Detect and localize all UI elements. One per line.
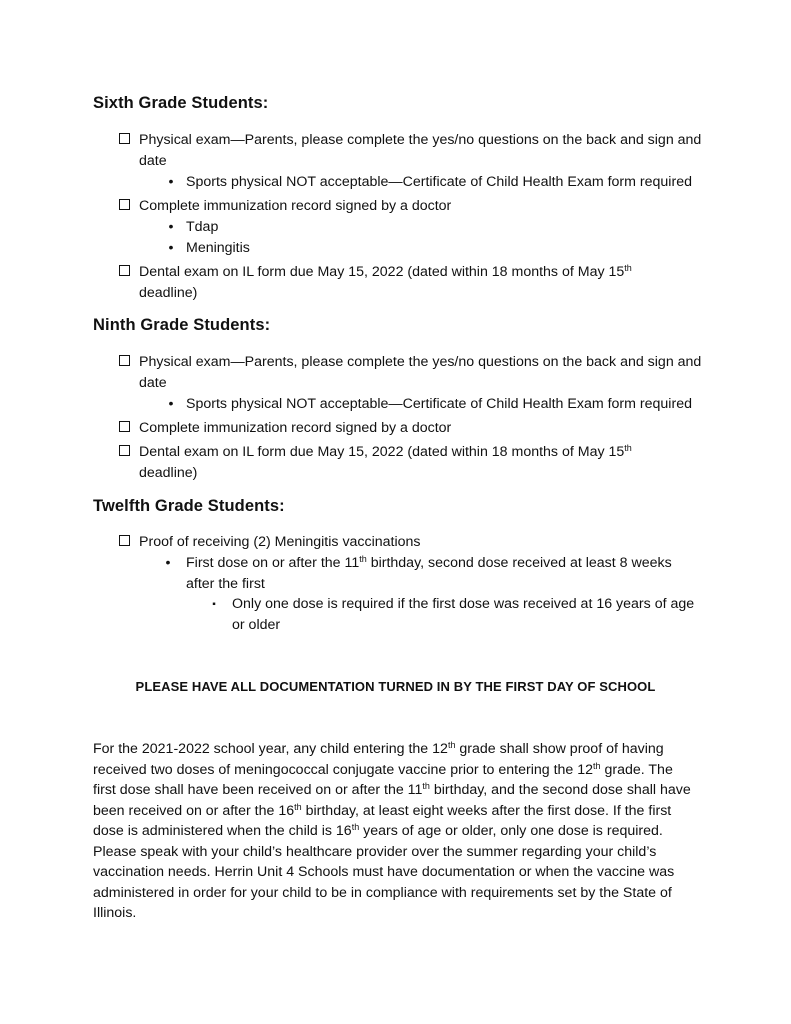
twelfth-one-dose-line2: or older — [232, 617, 281, 633]
para-line: Please speak with your child’s healthcare provider over the summer regarding your child’s — [93, 843, 657, 860]
ordinal-suffix: th — [447, 740, 456, 750]
checkbox[interactable] — [119, 133, 130, 144]
para-line: vaccination needs. Herrin Unit 4 Schools must have documentation or when the vaccine was — [93, 864, 675, 880]
bullet-icon: • — [168, 240, 174, 256]
ninth-physical-item — [117, 352, 717, 394]
checkbox[interactable] — [119, 355, 130, 366]
para-text: been received on or after the 16 — [93, 802, 295, 819]
sixth-tdap-bullet — [165, 217, 218, 238]
para-line: administered in order for your child to be in compliance with requirements set by the State of — [93, 884, 672, 901]
documentation-notice: PLEASE HAVE ALL DOCUMENTATION TURNED IN BY THE FIRST DAY OF SCHOOL — [135, 679, 656, 694]
sixth-dental-line2: deadline) — [139, 285, 198, 301]
twelfth-first-dose-line2: after the first — [186, 576, 265, 592]
sixth-sports-text: Sports physical NOT acceptable—Certificate of Child Health Exam form required — [186, 174, 692, 190]
sixth-meningitis-text: Meningitis — [186, 240, 250, 256]
ordinal-suffix: th — [359, 554, 367, 564]
bullet-icon: • — [168, 219, 174, 235]
ninth-dental-line2: deadline) — [139, 465, 198, 481]
sixth-dental-line1 — [139, 262, 717, 283]
para-text: For the 2021-2022 school year, any child entering the 12 — [93, 741, 448, 757]
sixth-grade-heading: Sixth Grade Students: — [93, 94, 269, 112]
para-line — [93, 760, 703, 781]
bullet-icon: • — [168, 396, 174, 412]
first-dose-text-b: birthday, second dose received at least 8 weeks — [366, 555, 672, 571]
sixth-dental-text: Dental exam on IL form due May 15, 2022 (dated within 18 months of May 15 — [139, 264, 625, 280]
ninth-sports-text: Sports physical NOT acceptable—Certificate of Child Health Exam form required — [186, 396, 692, 412]
para-line — [93, 780, 703, 801]
para-text: dose is administered when the child is 16 — [93, 823, 352, 839]
ordinal-suffix: th — [422, 781, 430, 791]
meningococcal-requirement-paragraph — [93, 739, 703, 924]
twelfth-proof-item — [117, 532, 717, 553]
ninth-grade-heading: Ninth Grade Students: — [93, 316, 271, 334]
checkbox[interactable] — [119, 535, 130, 546]
ninth-dental-line1 — [139, 442, 717, 463]
sixth-immunization-item — [117, 196, 717, 217]
twelfth-first-dose-bullet — [162, 553, 692, 595]
para-line — [93, 739, 703, 760]
ordinal-suffix: th — [624, 443, 632, 453]
bullet-icon: • — [168, 174, 174, 190]
para-line — [93, 801, 703, 822]
para-text: birthday, and the second dose shall have — [429, 782, 691, 798]
sixth-meningitis-bullet — [165, 238, 250, 259]
sixth-physical-item — [117, 130, 717, 172]
sixth-physical-line1: Physical exam—Parents, please complete the yes/no questions on the back and sign and — [139, 132, 702, 148]
sixth-immunization-text: Complete immunization record signed by a doctor — [139, 198, 452, 214]
square-bullet-icon: ▪ — [212, 599, 216, 610]
twelfth-grade-heading: Twelfth Grade Students: — [93, 497, 285, 515]
ninth-immunization-item — [117, 418, 717, 439]
sixth-sports-bullet — [165, 172, 692, 193]
twelfth-proof-text: Proof of receiving (2) Meningitis vaccinations — [139, 534, 421, 550]
checkbox[interactable] — [119, 421, 130, 432]
ninth-dental-item — [117, 442, 717, 484]
twelfth-one-dose-bullet — [208, 594, 708, 636]
checkbox[interactable] — [119, 445, 130, 456]
checkbox[interactable] — [119, 199, 130, 210]
para-text: grade shall show proof of having — [455, 741, 664, 757]
ninth-physical-line1: Physical exam—Parents, please complete the yes/no questions on the back and sign and — [139, 354, 702, 370]
twelfth-first-dose-line1 — [186, 553, 692, 574]
para-text: received two doses of meningococcal conjugate vaccine prior to entering the 12 — [93, 761, 594, 778]
twelfth-one-dose-line1: Only one dose is required if the first dose was received at 16 years of age — [232, 596, 695, 612]
checkbox[interactable] — [119, 265, 130, 276]
ninth-dental-text: Dental exam on IL form due May 15, 2022 (dated within 18 months of May 15 — [139, 444, 625, 460]
para-line: Illinois. — [93, 905, 137, 921]
ninth-sports-bullet — [165, 394, 692, 415]
ordinal-suffix: th — [294, 801, 302, 812]
para-text: first dose shall have been received on or after the 11 — [93, 782, 423, 798]
para-text: years of age or older, only one dose is required. — [359, 823, 663, 839]
sixth-physical-line2: date — [139, 153, 167, 169]
sixth-dental-item — [117, 262, 717, 304]
ninth-physical-line2: date — [139, 375, 167, 391]
ordinal-suffix: th — [593, 760, 601, 771]
ninth-immunization-text: Complete immunization record signed by a doctor — [139, 420, 452, 436]
ordinal-suffix: th — [351, 822, 360, 832]
bullet-icon: • — [165, 555, 171, 571]
para-line — [93, 821, 703, 842]
para-text: birthday, at least eight weeks after the first dose. If the first — [301, 802, 672, 819]
ordinal-suffix: th — [624, 263, 632, 273]
first-dose-text-a: First dose on or after the 11 — [186, 555, 360, 571]
para-text: grade. The — [600, 761, 673, 778]
sixth-tdap-text: Tdap — [186, 219, 219, 235]
